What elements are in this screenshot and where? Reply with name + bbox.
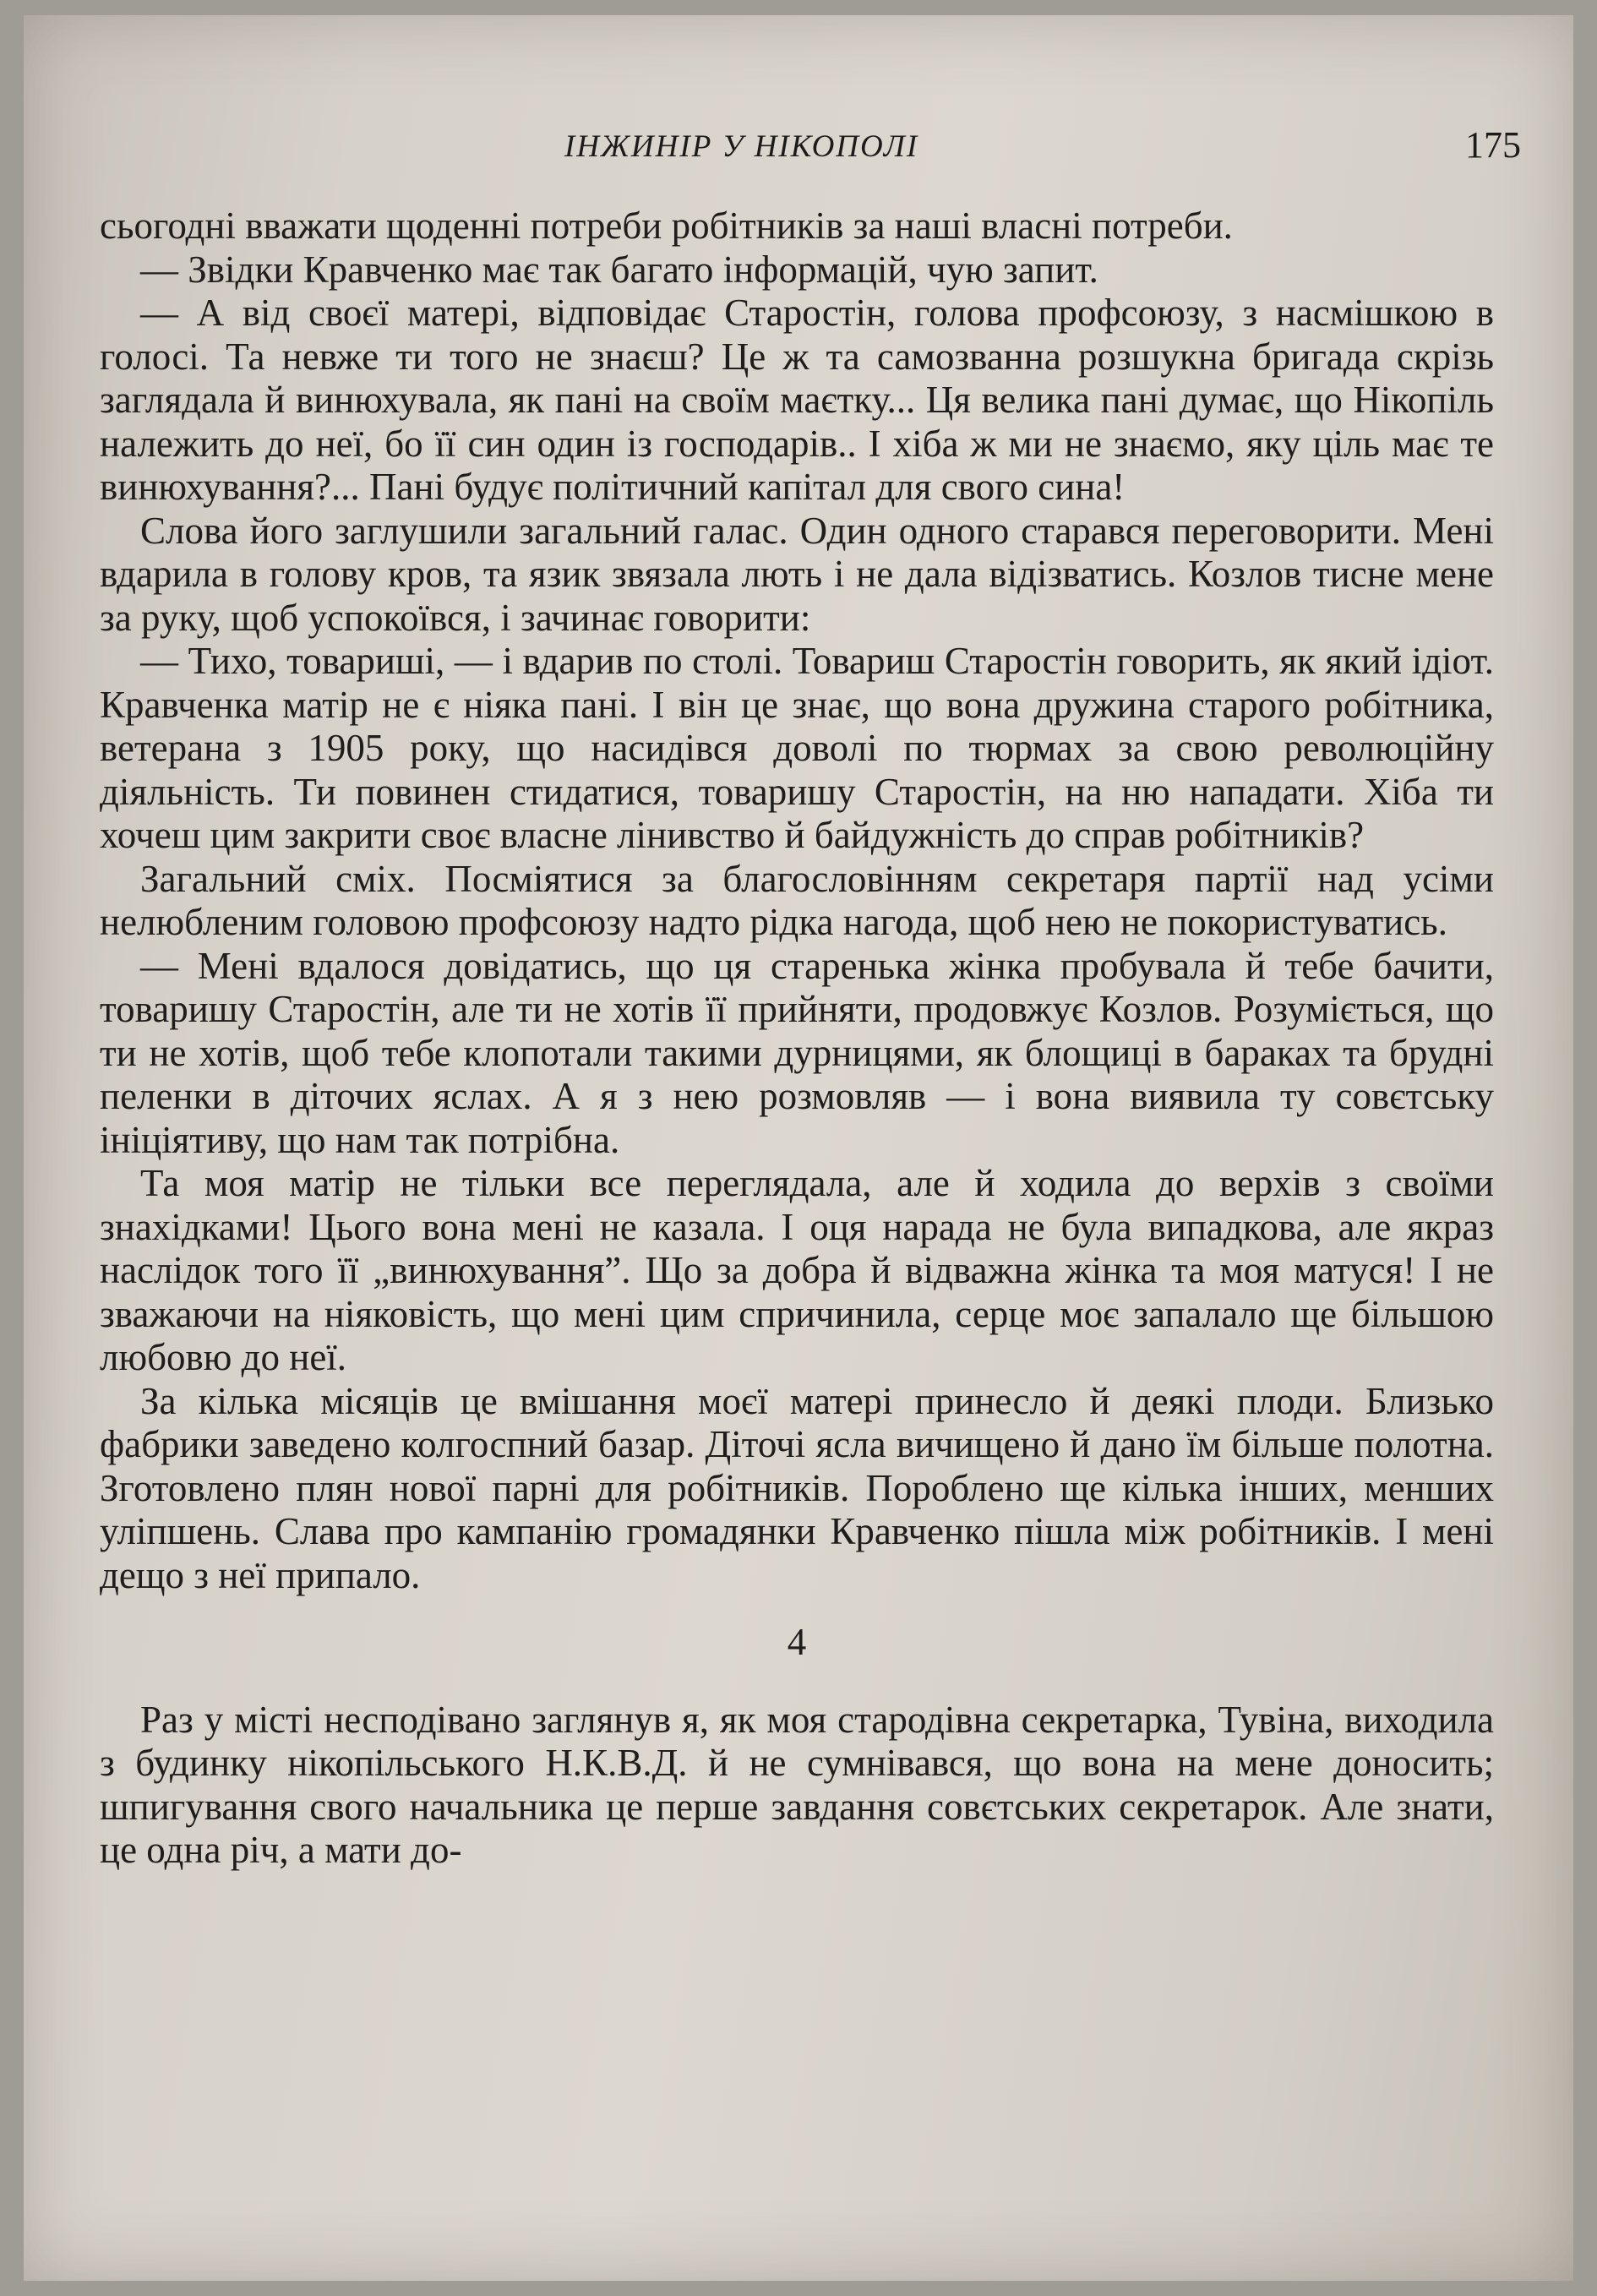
paragraph: Загальний сміх. Посміятися за благословінням секретаря партії над усіми нелюбленим головою профсоюзу надто рідка нагода, щоб нею не покористуватись. [100,857,1494,943]
paragraph: сьогодні вважати щоденні потреби робітників за наші власні потреби. [100,205,1233,247]
paragraph: — Тихо, товариші, — і вдарив по столі. Товариш Старостін говорить, як який ідіот. Кравченка матір не є ніяка пані. І він це знає, що вона дружина старого робітника, ветерана з 1905 року, що насидівся доволі по тюрмах за свою революційну діяльність. Ти повинен стидатися, товаришу Старостін, на ню нападати. Хіба ти хочеш цим закрити своє власне лінивство й байдужність до справ робітників? [100,640,1494,856]
paragraph: Слова його заглушили загальний галас. Один одного старався переговорити. Мені вдарила в голову кров, та язик звязала лють і не дала відізватись. Козлов тисне мене за руку, щоб успокоївся, і зачинає говорити: [100,509,1494,639]
running-title: ІНЖИНІР У НІКОПОЛІ [564,129,919,164]
page-number: 175 [1465,124,1521,166]
paragraph: За кілька місяців це вмішання моєї матері принесло й деякі плоди. Близько фабрики заведено колгоспний базар. Діточі ясла вичищено й дано їм більше полотна. Зготовлено плян нової парні для робітників. Пороблено ще кілька інших, менших уліпшень. Слава про кампанію громадянки Кравченко пішла між робітників. І мені дещо з неї припало. [100,1379,1494,1596]
running-header [24,123,1573,174]
paragraph: — А від своєї матері, відповідає Старостін, голова профсоюзу, з насмішкою в голосі. Та невже ти того не знаєш? Це ж та самозванна розшукна бригада скрізь заглядала й винюхувала, як пані на своїм маєтку... Ця велика пані думає, що Нікопіль належить до неї, бо її син один із господарів.. І хіба ж ми не знаємо, яку ціль має те винюхування?... Пані будує політичний капітал для свого сина! [100,292,1494,508]
paragraph: Раз у місті несподівано заглянув я, як моя стародівна секретарка, Тувіна, виходила з будинку нікопільського Н.К.В.Д. й не сумнівався, що вона на мене доносить; шпигування свого начальника це перше завдання совєтських секретарок. Але знати, це одна річ, а мати до- [100,1698,1494,1871]
paragraph: — Звідки Кравченко має так багато інформацій, чую запит. [140,248,1098,291]
section-number: 4 [787,1621,807,1663]
paragraph: Та моя матір не тільки все переглядала, але й ходила до верхів з своїми знахідками! Цього вона мені не казала. І оця нарада не була випадкова, але якраз наслідок того її „винюхування”. Що за добра й відважна жінка та моя матуся! І не зважаючи на ніяковість, що мені цим спричинила, серце моє запалало ще більшою любовю до неї. [100,1162,1494,1378]
paragraph: — Мені вдалося довідатись, що ця старенька жінка пробувала й тебе бачити, товаришу Старостін, але ти не хотів її прийняти, продовжує Козлов. Розуміється, що ти не хотів, щоб тебе клопотали такими дурницями, як блощиці в бараках та брудні пеленки в діточих яслах. А я з нею розмовляв — і вона виявила ту совєтську ініціятиву, що нам так потрібна. [100,944,1494,1161]
book-page [24,15,1573,2281]
body-text [100,205,1494,1873]
